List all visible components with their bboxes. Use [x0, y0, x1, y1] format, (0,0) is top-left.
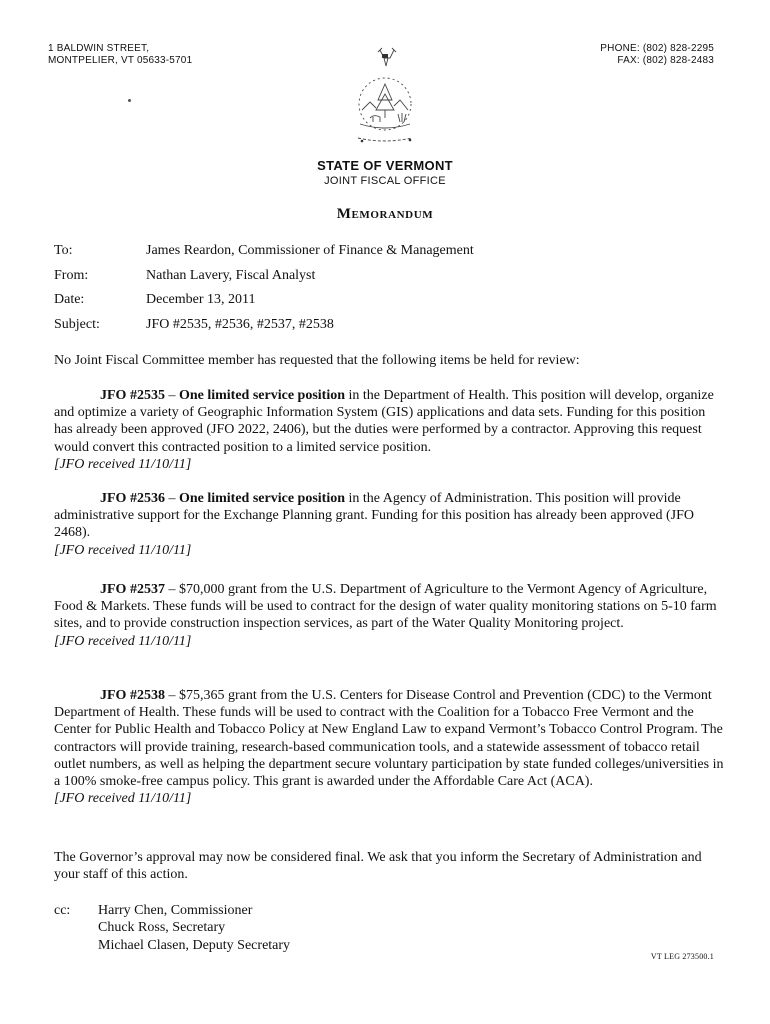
address-block [48, 43, 192, 67]
item-paragraph [54, 581, 724, 650]
closing-paragraph: The Governor’s approval may now be considered final. We ask that you inform the Secretary of Administration and your staff of this action. [54, 850, 702, 883]
subject-label: Subject: [54, 316, 100, 332]
state-title: STATE OF VERMONT [317, 158, 453, 173]
item-body: in the Department of Health. This position will develop, organize and optimize a variety of Geographic Information System (GIS) applications and data sets. Funding for this position has already been approved (JFO 2022, 2406), but the duties were performed by a contractor. Approving this request would convert this contracted position to a limited service position. [54, 388, 714, 455]
cc-list [98, 902, 290, 954]
date-value: December 13, 2011 [146, 292, 256, 307]
item-id: JFO #2536 [100, 491, 165, 506]
cc-name: Michael Clasen, Deputy Secretary [98, 937, 291, 953]
cc-name: Harry Chen, Commissioner [98, 903, 253, 918]
item-dash: – [164, 491, 179, 506]
to-label: To: [54, 243, 73, 258]
item-dash: – [164, 688, 179, 703]
item-body: $75,365 grant from the U.S. Centers for Disease Control and Prevention (CDC) to the Vermont Department of Health. These funds will be used to contract with the Coalition for a Tobacco Free Vermont and the Center for Public Health and Tobacco Policy at New England Law to expand Vermont’s Tobacco Control Program. The contractors will provide training, research-based communication tools, and a statewide assessment of tobacco retail outlet numbers, as well as helping the department secure voluntary participation by state funded colleges/universities in a 100% smoke-free campus policy. This grant is awarded under the Affordable Care Act (ACA). [54, 688, 724, 790]
phone-number: PHONE: (802) 828-2295 [600, 43, 714, 54]
date-row [54, 292, 474, 317]
item-dash: – [164, 582, 179, 597]
subject-row [54, 317, 474, 342]
address-line-1: 1 BALDWIN STREET, [48, 43, 150, 54]
item-id: JFO #2537 [100, 582, 165, 597]
cc-block [54, 902, 290, 954]
from-value: Nathan Lavery, Fiscal Analyst [146, 267, 316, 283]
vermont-seal-icon [340, 44, 430, 148]
cc-name: Chuck Ross, Secretary [98, 920, 226, 936]
item-received: [JFO received 11/10/11] [54, 456, 192, 472]
item-paragraph [54, 490, 724, 559]
item-bold-tail: One limited service position [178, 491, 345, 506]
contact-block [600, 43, 714, 67]
address-line-2: MONTPELIER, VT 05633-5701 [48, 55, 193, 66]
to-value: James Reardon, Commissioner of Finance & Management [146, 243, 474, 258]
from-row [54, 268, 474, 293]
item-text [54, 687, 724, 790]
item-received: [JFO received 11/10/11] [54, 542, 192, 558]
document-id: VT LEG 273500.1 [650, 952, 714, 961]
item-body: in the Agency of Administration. This position will provide administrative support for the Exchange Planning grant. Funding for this position has already been approved (JFO 2468). [54, 491, 694, 541]
stray-mark [128, 99, 131, 102]
item-received: [JFO received 11/10/11] [54, 791, 192, 807]
item-bold-tail: One limited service position [178, 388, 345, 403]
office-name: JOINT FISCAL OFFICE [324, 175, 446, 187]
item-body: $70,000 grant from the U.S. Department of Agriculture to the Vermont Agency of Agriculture, Food & Markets. These funds will be used to contract for the design of water quality monitoring stations on 5-10 farm sites, and to provide construction inspection services, as part of the Water Quality Monitoring project. [54, 582, 717, 632]
item-paragraph [54, 687, 724, 807]
memo-title: Memorandum [336, 206, 434, 222]
intro-paragraph: No Joint Fiscal Committee member has requested that the following items be held for review: [54, 353, 580, 368]
cc-label: cc: [54, 903, 71, 918]
item-text [54, 581, 724, 633]
item-id: JFO #2538 [100, 688, 165, 703]
item-dash: – [164, 388, 179, 403]
item-text [54, 490, 724, 542]
to-row [54, 243, 474, 268]
date-label: Date: [54, 292, 85, 307]
memo-header [54, 243, 474, 341]
fax-number: FAX: (802) 828-2483 [617, 55, 714, 66]
item-paragraph [54, 387, 724, 473]
item-id: JFO #2535 [100, 388, 165, 403]
from-label: From: [54, 267, 89, 283]
item-text [54, 387, 724, 456]
item-received: [JFO received 11/10/11] [54, 633, 192, 649]
subject-value: JFO #2535, #2536, #2537, #2538 [146, 316, 334, 332]
